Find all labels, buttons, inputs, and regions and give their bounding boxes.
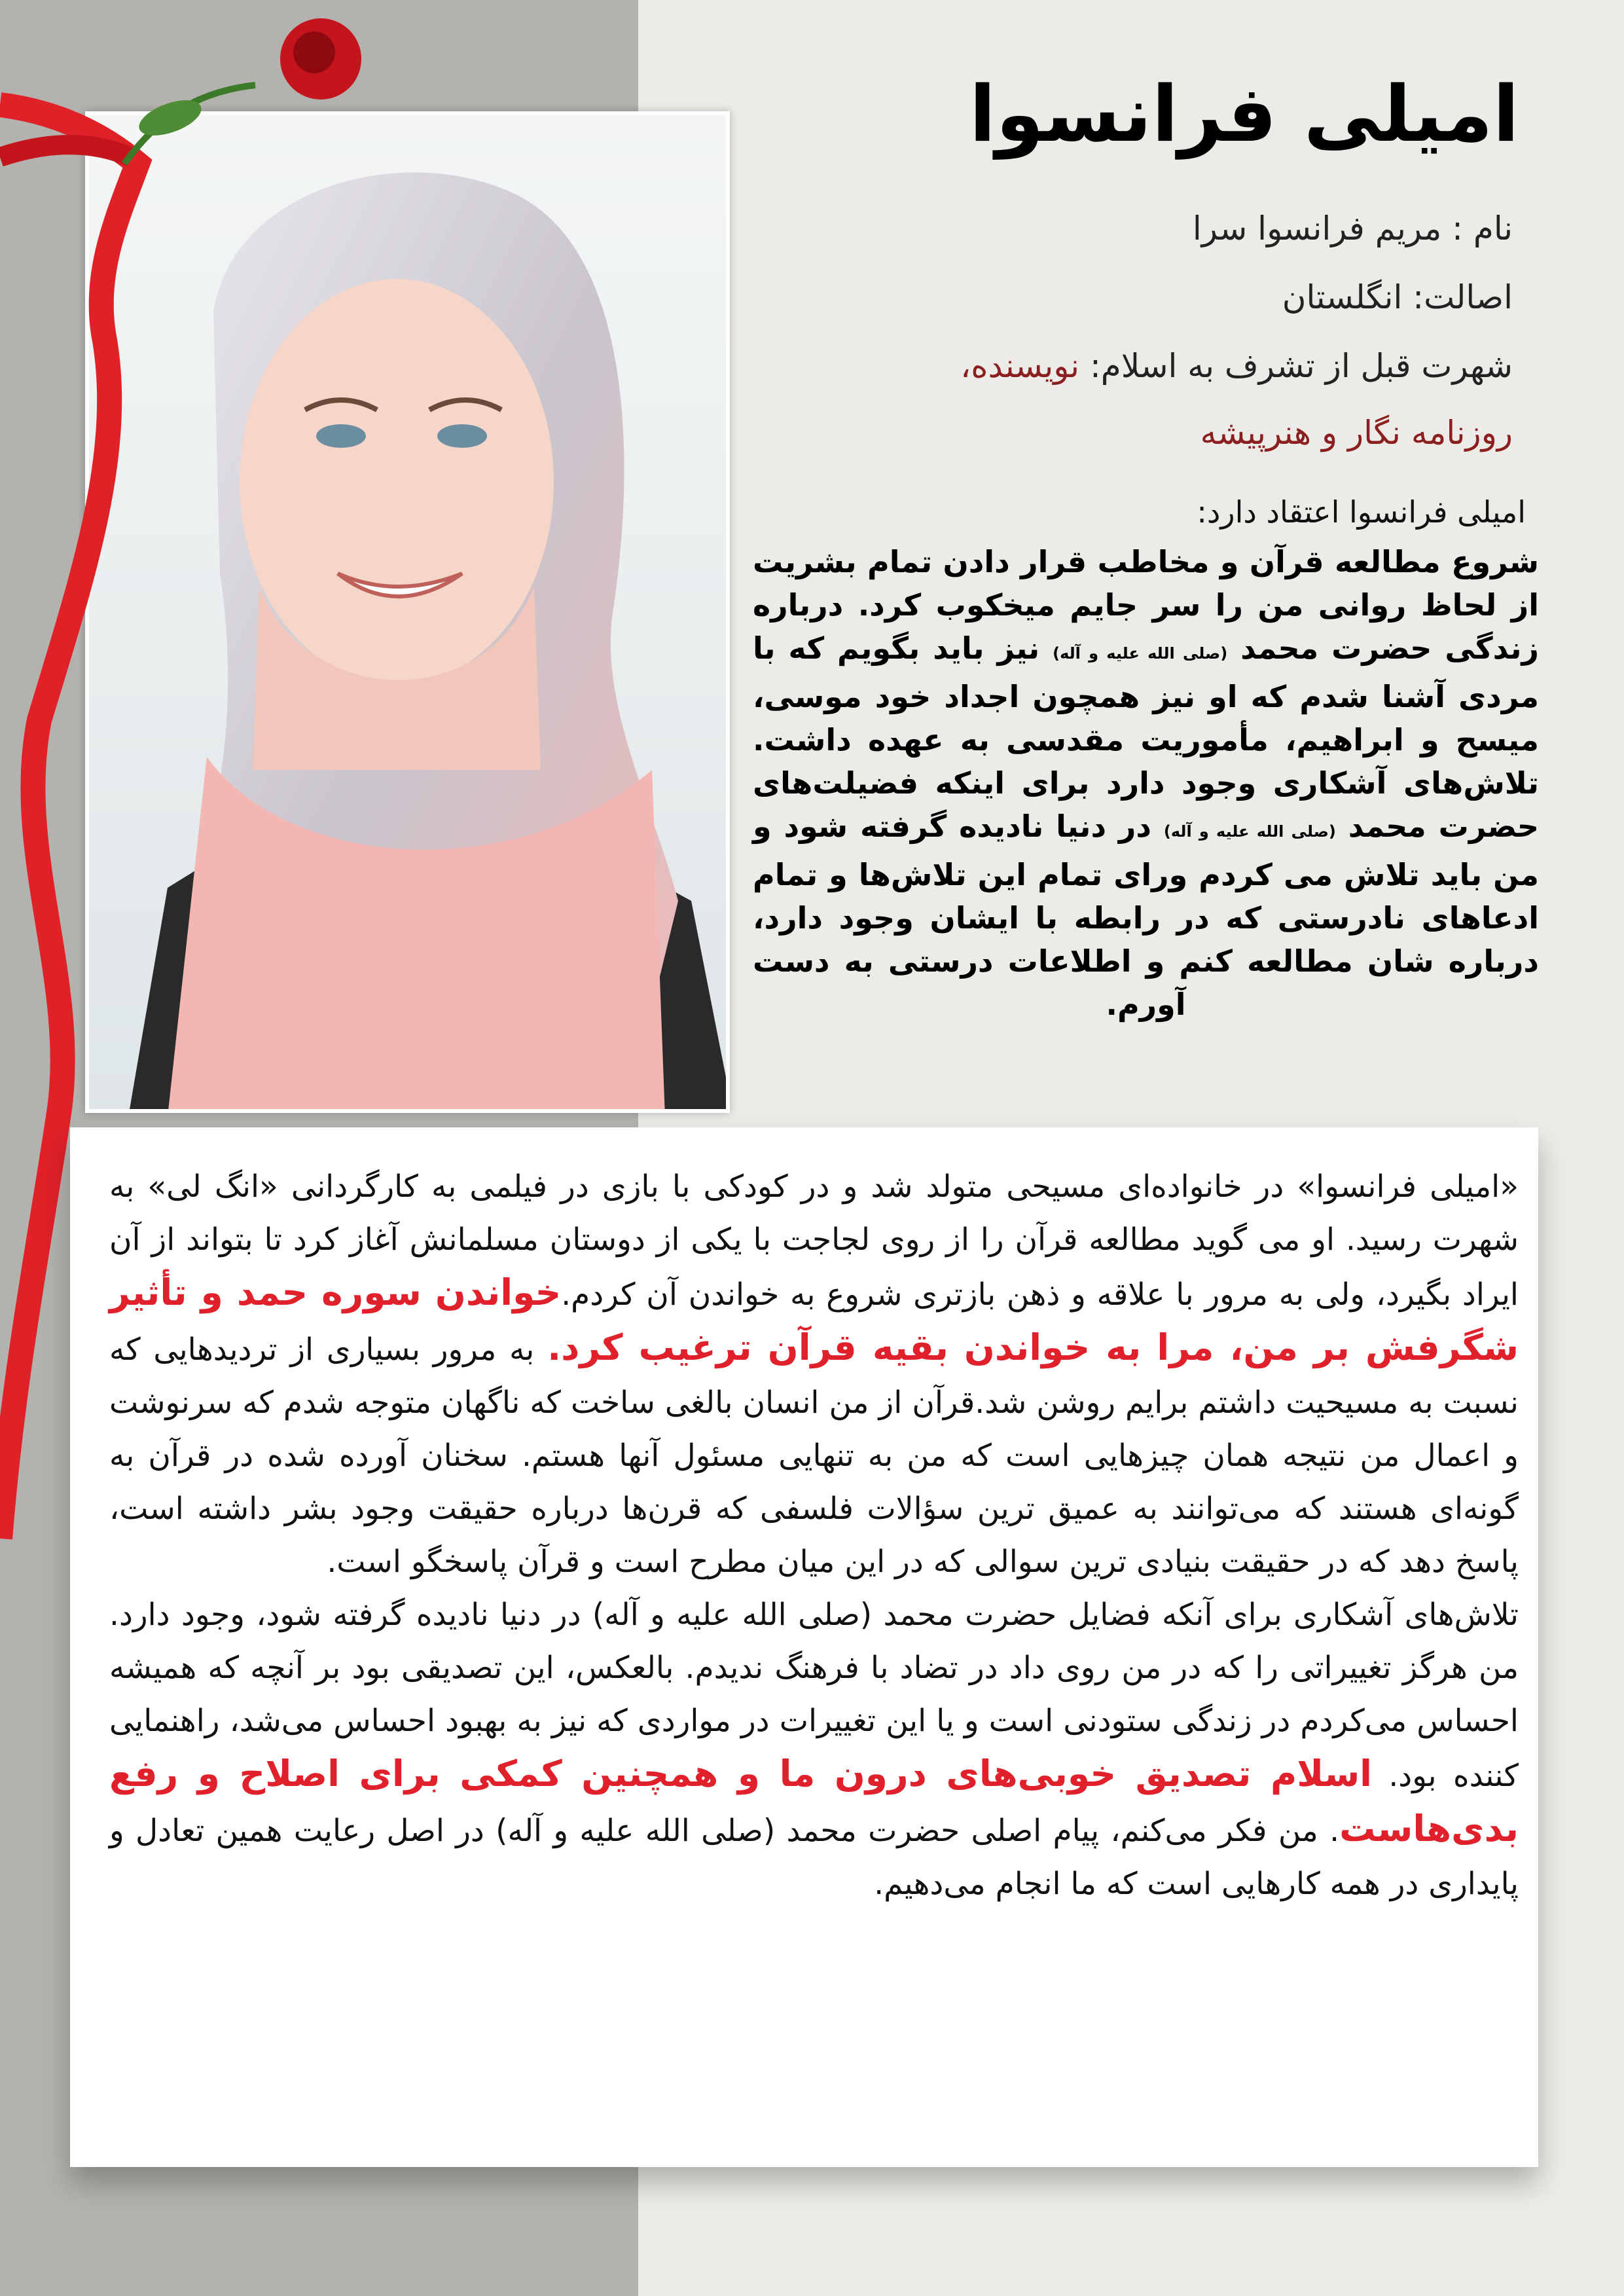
highlight-text: اسلام تصدیق خوبی‌های درون ما و همچنین کمکی برای اصلاح و رفع بدی‌هاست xyxy=(109,1753,1519,1850)
body-text: «امیلی فرانسوا» در خانواده‌ای مسیحی متولد شد و در کودکی با بازی در فیلمی به کارگردانی «انگ لی» به شهرت رسید. او می گوید مطالعه قرآن را از روی لجاجت با یکی از دوستان مسلمانش آغاز کرد تا بتواند از آن ایراد بگیرد، ولی به مرور با علاقه و ذهن بازتری شروع به خواندن آن کردم. xyxy=(109,1169,1519,1313)
highlight-text: خواندن سوره حمد و تأثیر شگرفش بر من، مرا به خواندن بقیه قرآن ترغیب کرد. xyxy=(109,1271,1519,1368)
info-fame xyxy=(960,347,1513,385)
body-text: . من فکر می‌کنم، پیام اصلی حضرت محمد (صلی الله علیه و آله) در اصل رعایت همین تعادل و پایداری در همه کارهایی است که ما انجام می‌دهیم. xyxy=(109,1813,1519,1902)
quote-text: در دنیا نادیده گرفته شود و من باید تلاش می کردم ورای تمام این تلاش‌ها و تمام ادعاهای نادرستی که در رابطه با ایشان وجود دارد، درباره شان مطالعه کنم و اطلاعات درستی به دست آورم. xyxy=(753,809,1539,1022)
info-fame-label: شهرت قبل از تشرف به اسلام: xyxy=(1079,347,1513,385)
body-text: به مرور بسیاری از تردیدهایی که نسبت به مسیحیت داشتم برایم روشن شد.قرآن از من انسان بالغی ساخت که ناگهان متوجه شدم که سرنوشت و اعمال من نتیجه همان چیزهایی است که من به تنهایی مسئول آنها هستم. سخنان آورده شده در قرآن به گونه‌ای هستند که می‌توانند به عمیق ترین سؤالات فلسفی که قرن‌ها درباره حقیقت وجود بشر داشته است، پاسخ دهد که در حقیقت بنیادی ترین سوالی که در این میان مطرح است و قرآن پاسخگو است. xyxy=(109,1332,1519,1580)
quote-intro: امیلی فرانسوا اعتقاد دارد: xyxy=(1197,494,1526,530)
quote-text: شروع مطالعه قرآن و مخاطب قرار دادن تمام بشریت از لحاظ روانی من را سر جایم میخکوب کرد. درباره زندگی حضرت محمد xyxy=(753,544,1539,666)
info-name: نام : مریم فرانسوا سرا xyxy=(1192,210,1513,247)
info-fame-value-1: نویسنده، xyxy=(960,347,1080,385)
quote-paragraph xyxy=(753,540,1539,1026)
honorific: (صلی الله علیه و آله) xyxy=(1163,822,1336,841)
article-box xyxy=(70,1127,1538,2167)
article-paragraph-1 xyxy=(109,1160,1519,1588)
page-title: امیلی فرانسوا xyxy=(969,69,1519,159)
article-body xyxy=(109,1160,1519,1910)
quote-text: نیز باید بگویم که با مردی آشنا شدم که او نیز همچون اجداد خود موسی، میسح و ابراهیم، مأموریت مقدسی به عهده داشت. تلاش‌های آشکاری وجود دارد برای اینکه فضیلت‌های حضرت محمد xyxy=(753,630,1539,844)
article-paragraph-2 xyxy=(109,1588,1519,1910)
honorific: (صلی الله علیه و آله) xyxy=(1053,644,1228,663)
info-fame-value-2: روزنامه نگار و هنرپیشه xyxy=(1200,414,1513,452)
info-origin: اصالت: انگلستان xyxy=(1282,278,1513,316)
body-text: تلاش‌های آشکاری برای آنکه فضایل حضرت محمد (صلی الله علیه و آله) در دنیا نادیده گرفته شود، وجود دارد. من هرگز تغییراتی را که در من روی داد در تضاد با فرهنگ ندیدم. بالعکس، این تصدیقی بود بر آنچه که همیشه احساس می‌کردم در زندگی ستودنی است و یا این تغییرات در مواردی که نیز به بهبود احساس می‌شد، راهنمایی کننده بود. xyxy=(109,1597,1519,1794)
